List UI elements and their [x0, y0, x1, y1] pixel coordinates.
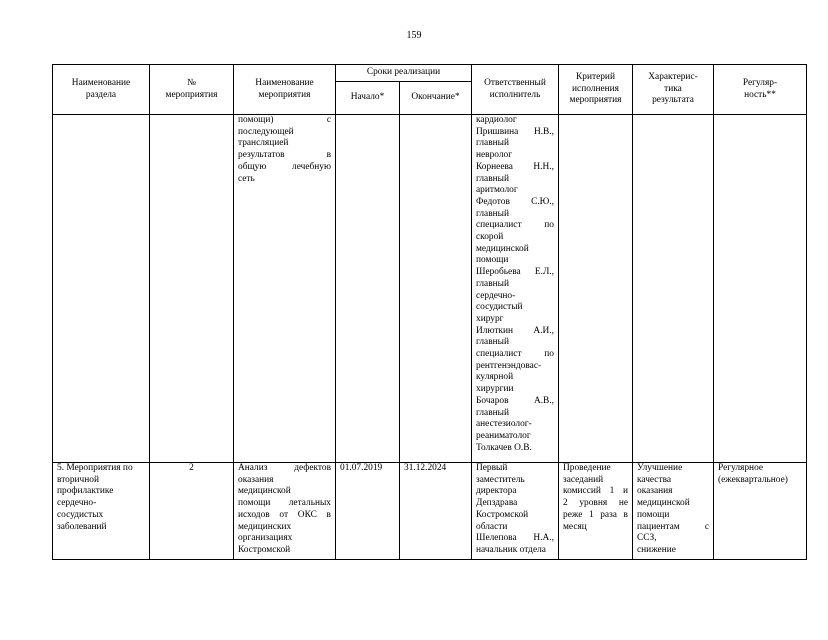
- table-row: [53, 115, 807, 463]
- cell-responsible: Первый заместитель директора Депздрава Костромской области Шелепова Н.А., начальник отдела: [472, 463, 559, 560]
- cell-regularity: [714, 115, 807, 463]
- cell-characteristic: Улучшение качества оказания медицинской помощи пациентам с ССЗ, снижение: [633, 463, 714, 560]
- cell-end: 31.12.2024: [400, 463, 472, 560]
- cell-number: [150, 115, 234, 463]
- cell-section: 5. Мероприятия по вторичной профилактике сердечно- сосудистых заболеваний: [53, 463, 150, 560]
- cell-characteristic: [633, 115, 714, 463]
- cell-end: [400, 115, 472, 463]
- cell-criterion: Проведение заседаний комиссий 1 и 2 уровня не реже 1 раза в месяц: [559, 463, 633, 560]
- header-criterion: Критерий исполнения мероприятия: [559, 65, 633, 115]
- header-characteristic: Характерис- тика результата: [633, 65, 714, 115]
- header-start: Начало*: [336, 82, 400, 115]
- table-row: [53, 463, 807, 560]
- cell-regularity: Регулярное (ежеквартальное): [714, 463, 807, 560]
- cell-section: [53, 115, 150, 463]
- header-regularity: Регуляр- ность**: [714, 65, 807, 115]
- cell-number: 2: [150, 463, 234, 560]
- cell-start: 01.07.2019: [336, 463, 400, 560]
- header-section: Наименование раздела: [53, 65, 150, 115]
- cell-responsible: кардиолог Пришвина Н.В., главный невролог Корнеева Н.Н., главный аритмолог Федотов С.Ю., главный специалист по скорой медицинской помощи Шеробьева Е.Л., главный сердечно- сосудистый хирург Илюткин А.И., главный специалист по рентгенэндовас- кулярной хирургии Бочаров А.В., главный анестезиолог- реаниматолог Толкачев О.В.: [472, 115, 559, 463]
- header-responsible: Ответственный исполнитель: [472, 65, 559, 115]
- header-terms: Сроки реализации: [336, 65, 472, 82]
- page-number: 159: [406, 30, 422, 41]
- cell-event-name: помощи) с последующей трансляцией результатов в общую лечебную сеть: [234, 115, 336, 463]
- header-event-name: Наименование мероприятия: [234, 65, 336, 115]
- header-number: № мероприятия: [150, 65, 234, 115]
- cell-criterion: [559, 115, 633, 463]
- events-table: [52, 64, 807, 560]
- header-end: Окончание*: [400, 82, 472, 115]
- cell-start: [336, 115, 400, 463]
- cell-event-name: Анализ дефектов оказания медицинской помощи летальных исходов от ОКС в медицинских организациях Костромской: [234, 463, 336, 560]
